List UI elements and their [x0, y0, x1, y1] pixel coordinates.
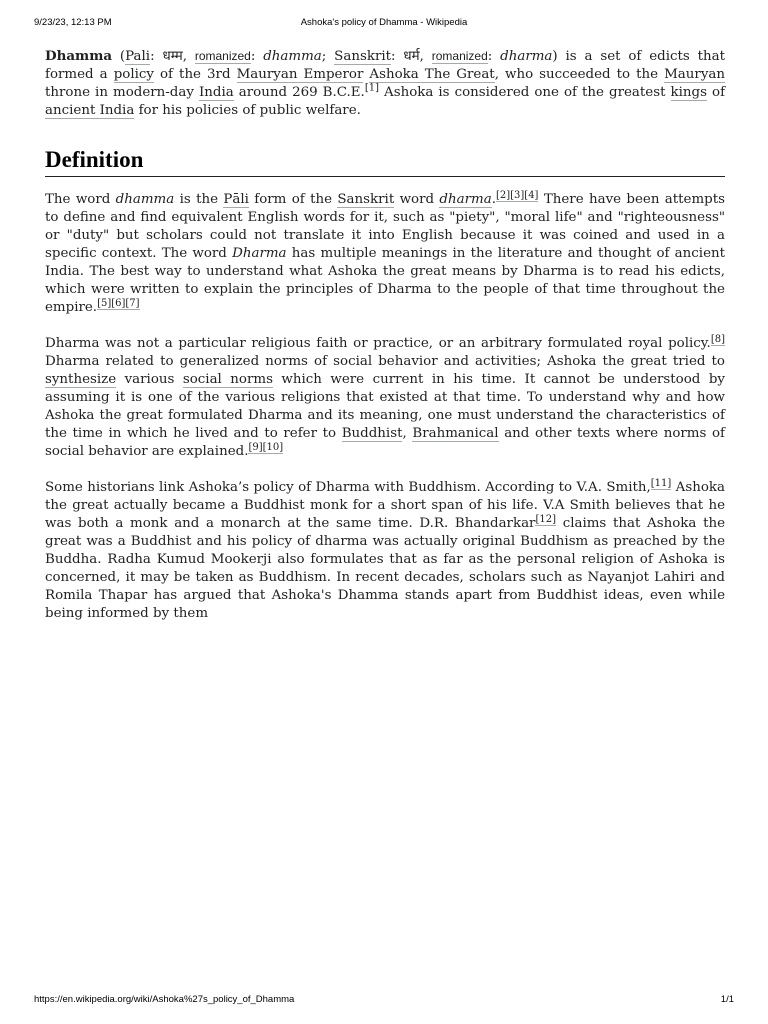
brahmanical-link[interactable]: Brahmanical: [412, 426, 499, 441]
citation-link[interactable]: [2]: [495, 189, 511, 201]
ashoka-link[interactable]: Ashoka The Great: [369, 67, 495, 82]
print-footer: [34, 994, 734, 1008]
dharma-link[interactable]: dharma: [439, 192, 492, 207]
india-link[interactable]: India: [198, 85, 234, 100]
section-heading-definition: Definition: [45, 146, 725, 177]
sanskrit-link[interactable]: Sanskrit: [337, 192, 395, 207]
print-date: 9/23/23, 12:13 PM: [34, 17, 112, 28]
kings-link[interactable]: kings: [670, 85, 707, 100]
citation-link[interactable]: [4]: [524, 189, 539, 201]
print-header: [34, 17, 734, 31]
pali-link[interactable]: Pali: [125, 49, 151, 64]
ancient-india-link[interactable]: ancient India: [45, 103, 135, 118]
citation-link[interactable]: [10]: [262, 441, 284, 453]
citation-link[interactable]: [3]: [510, 189, 525, 201]
pali-link[interactable]: Pāli: [223, 192, 249, 207]
print-url: https://en.wikipedia.org/wiki/Ashoka%27s_policy_of_Dhamma: [34, 994, 295, 1005]
lead-term: Dhamma: [45, 48, 113, 64]
citation-link[interactable]: [6]: [111, 297, 126, 309]
synthesize-link[interactable]: synthesize: [45, 372, 117, 387]
citation-link[interactable]: [11]: [650, 477, 672, 489]
page-number: 1/1: [720, 994, 734, 1005]
social-norms-link[interactable]: social norms: [182, 372, 273, 387]
definition-paragraph-1: The word dhamma is the Pāli form of the Sanskrit word dharma.[2][3][4] There have been attempts to define and find equivalent English words for it, such as "piety", "moral life" and "righteousness" or "duty" but scholars could not translate it into English because it was coined and used in a specific context. The word Dharma has multiple meanings in the literature and thought of ancient India. The best way to understand what Ashoka the great means by Dharma is to read his edicts, which were written to explain the principles of Dharma to the people of that time throughout the empire.[5][6][7]: [45, 189, 726, 315]
buddhist-link[interactable]: Buddhist: [341, 426, 403, 441]
article-content: [45, 47, 725, 623]
policy-link[interactable]: policy: [113, 67, 154, 82]
citation-link[interactable]: [7]: [125, 297, 140, 309]
citation-link[interactable]: [12]: [535, 513, 556, 525]
definition-paragraph-3: Some historians link Ashoka’s policy of Dharma with Buddhism. According to V.A. Smith,[11] Ashoka the great actually became a Buddhist monk for a short span of his life. V.A Smith believes that he was both a monk and a monarch at the same time. D.R. Bhandarkar[12] claims that Ashoka the great was a Buddhist and his policy of dharma was actually original Buddhism as preached by the Buddha. Radha Kumud Mookerji also formulates that as far as the personal religion of Ashoka is concerned, it may be taken as Buddhism. In recent decades, scholars such as Nayanjot Lahiri and Romila Thapar has argued that Ashoka's Dhamma stands apart from Buddhist ideas, even while being informed by them: [45, 477, 725, 621]
citation-link[interactable]: [1]: [364, 82, 379, 94]
citation-link[interactable]: [5]: [97, 297, 112, 309]
definition-paragraph-2: Dharma was not a particular religious faith or practice, or an arbitrary formulated royal policy.[8] Dharma related to generalized norms of social behavior and activities; Ashoka the great tried to synthesize various social norms which were current in his time. It cannot be understood by assuming it is one of the various religions that existed at that time. To understand why and how Ashoka the great formulated Dharma and its meaning, one must understand the characteristics of the time in which he lived and to refer to Buddhist, Brahmanical and other texts where norms of social behavior are explained.[9][10]: [45, 333, 726, 459]
citation-link[interactable]: [8]: [710, 333, 725, 345]
romanized-link[interactable]: romanized: [194, 49, 251, 63]
mauryan-link[interactable]: Mauryan: [664, 67, 725, 82]
print-page-title: Ashoka's policy of Dhamma - Wikipedia: [300, 17, 468, 28]
citation-link[interactable]: [9]: [248, 441, 263, 453]
sanskrit-link[interactable]: Sanskrit: [334, 49, 392, 64]
romanized-link[interactable]: romanized: [431, 49, 488, 63]
mauryan-emperor-link[interactable]: Mauryan Emperor: [236, 67, 364, 82]
lead-paragraph: Dhamma (Pali: धम्म, romanized: dhamma; Sanskrit: धर्म, romanized: dharma) is a set of edicts that formed a policy of the 3rd Mauryan Emperor Ashoka The Great, who succeeded to the Mauryan throne in modern-day India around 269 B.C.E.[1] Ashoka is considered one of the greatest kings of ancient India for his policies of public welfare.: [45, 48, 726, 118]
